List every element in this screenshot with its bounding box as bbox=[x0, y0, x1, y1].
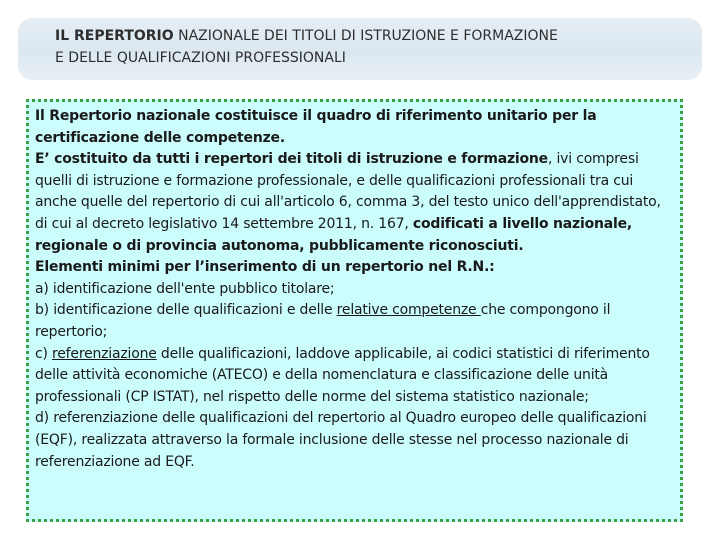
content-box bbox=[26, 99, 683, 522]
list-item-c-start: c) bbox=[35, 345, 53, 362]
title-bold-part: IL REPERTORIO bbox=[55, 28, 174, 44]
list-item-c-end: delle qualificazioni, laddove applicabile, ai codici statistici di riferimento delle attività economiche (ATECO) e della nomenclatura e classificazione delle unità professionali (CP ISTAT), nel rispetto delle norme del sistema statistico nazionale; bbox=[35, 345, 650, 405]
list-item-a: a) identificazione dell'ente pubblico titolare; bbox=[35, 280, 335, 297]
list-item-b-end: che compongono il repertorio; bbox=[35, 302, 611, 340]
minimum-elements-heading: Elementi minimi per l’inserimento di un repertorio nel R.N.: bbox=[35, 259, 495, 276]
list-item-b-start: b) identificazione delle qualificazioni e delle bbox=[35, 302, 337, 319]
list-item-d: d) referenziazione delle qualificazioni del repertorio al Quadro europeo delle qualificazioni (EQF), realizzata attraverso la formale inclusione delle stesse nel processo nazionale di referenziazione ad EQF. bbox=[35, 410, 647, 470]
composition-paragraph bbox=[35, 149, 672, 257]
referenziazione-link[interactable]: referenziazione bbox=[52, 345, 157, 362]
list-item-c bbox=[35, 344, 672, 409]
title-line2: E DELLE QUALIFICAZIONI PROFESSIONALI bbox=[55, 50, 346, 66]
composition-end: codificati a livello nazionale, regionale o di provincia autonoma, pubblicamente riconosciuti. bbox=[35, 215, 633, 254]
composition-middle: , ivi compresi quelli di istruzione e formazione professionale, e delle qualificazioni professionali tra cui anche quelle del repertorio di cui all'articolo 6, comma 3, del testo unico dell'apprendistato, di cui al decreto legislativo 14 settembre 2011, n. 167, bbox=[35, 151, 661, 232]
list-item-b bbox=[35, 300, 672, 343]
relative-competenze-link[interactable]: relative competenze bbox=[336, 302, 481, 319]
slide-title bbox=[55, 25, 675, 69]
intro-paragraph: Il Repertorio nazionale costituisce il quadro di riferimento unitario per la certificazione delle competenze. bbox=[35, 108, 597, 146]
composition-lead: E’ costituito da tutti i repertori dei titoli di istruzione e formazione bbox=[35, 151, 548, 168]
title-rest: NAZIONALE DEI TITOLI DI ISTRUZIONE E FORMAZIONE bbox=[173, 28, 558, 44]
